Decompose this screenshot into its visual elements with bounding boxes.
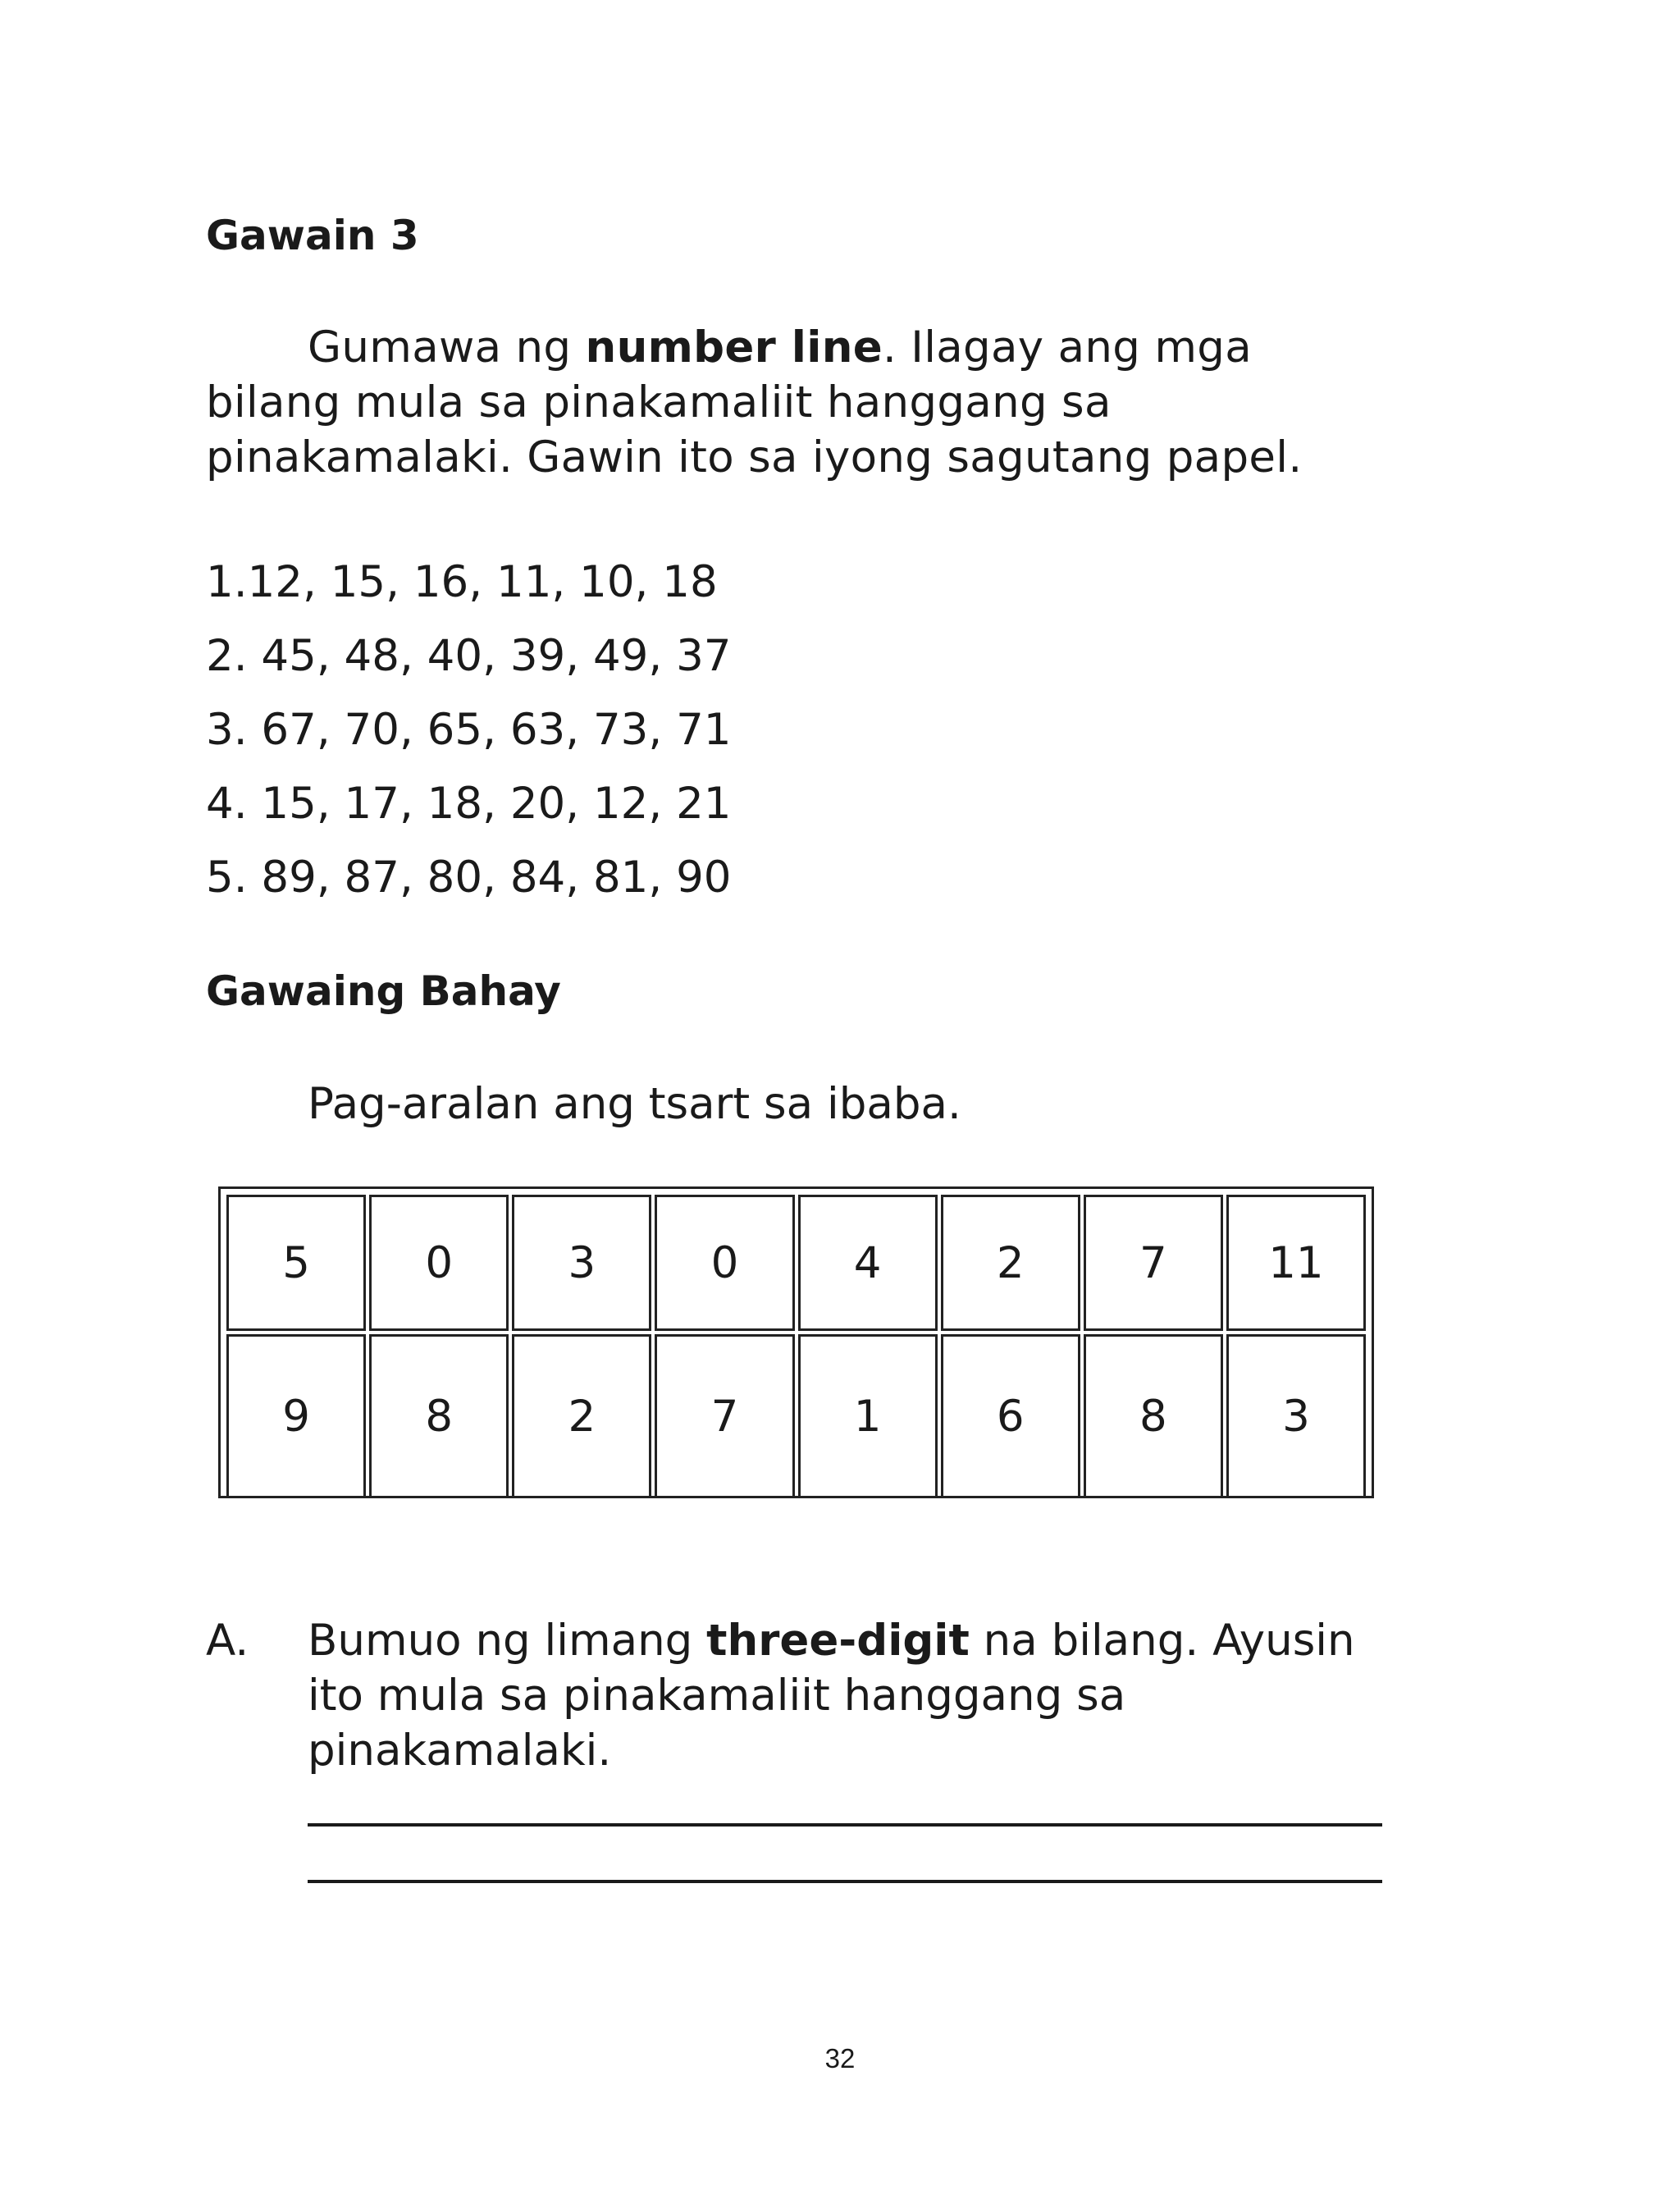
part-a-line-1 bbox=[308, 1613, 1399, 1668]
answer-line[interactable] bbox=[308, 1880, 1382, 1883]
chart-cell: 2 bbox=[941, 1195, 1080, 1331]
table-row bbox=[226, 1195, 1366, 1331]
instruction-emphasis: number line bbox=[585, 322, 883, 373]
chart-cell: 4 bbox=[798, 1195, 938, 1331]
instruction-text: Gumawa ng bbox=[308, 322, 586, 373]
part-a-instructions bbox=[308, 1613, 1399, 1778]
instruction-text: . Ilagay ang mga bbox=[883, 322, 1252, 373]
list-item: 1.12, 15, 16, 11, 10, 18 bbox=[206, 557, 718, 607]
chart-cell: 2 bbox=[512, 1334, 651, 1498]
section-title-gawain-3: Gawain 3 bbox=[206, 212, 419, 259]
instruction-line-3: pinakamalaki. Gawin ito sa iyong sagutang papel. bbox=[206, 432, 1303, 482]
answer-line[interactable] bbox=[308, 1823, 1382, 1827]
list-item: 3. 67, 70, 65, 63, 73, 71 bbox=[206, 705, 732, 755]
section-title-gawaing-bahay: Gawaing Bahay bbox=[206, 967, 561, 1015]
part-a-text: na bilang. Ayusin bbox=[969, 1616, 1355, 1666]
part-a-line-2: ito mula sa pinakamaliit hanggang sa bbox=[308, 1671, 1126, 1721]
part-a-emphasis: three-digit bbox=[706, 1616, 970, 1666]
chart-cell: 6 bbox=[941, 1334, 1080, 1498]
chart-cell: 11 bbox=[1226, 1195, 1366, 1331]
chart-cell: 3 bbox=[1226, 1334, 1366, 1498]
chart-cell: 8 bbox=[369, 1334, 509, 1498]
number-chart-table bbox=[223, 1191, 1369, 1502]
list-item: 5. 89, 87, 80, 84, 81, 90 bbox=[206, 853, 732, 903]
chart-cell: 7 bbox=[655, 1334, 794, 1498]
part-a-line-3: pinakamalaki. bbox=[308, 1726, 612, 1776]
chart-cell: 8 bbox=[1084, 1334, 1223, 1498]
list-item: 2. 45, 48, 40, 39, 49, 37 bbox=[206, 631, 732, 681]
page-number: 32 bbox=[824, 2043, 856, 2073]
number-chart bbox=[218, 1186, 1374, 1498]
part-a-label: A. bbox=[206, 1616, 249, 1666]
chart-cell: 0 bbox=[655, 1195, 794, 1331]
list-item: 4. 15, 17, 18, 20, 12, 21 bbox=[206, 779, 732, 829]
chart-cell: 7 bbox=[1084, 1195, 1223, 1331]
chart-cell: 5 bbox=[226, 1195, 366, 1331]
chart-cell: 9 bbox=[226, 1334, 366, 1498]
part-a-text: Bumuo ng limang bbox=[308, 1616, 707, 1666]
chart-cell: 0 bbox=[369, 1195, 509, 1331]
table-row bbox=[226, 1334, 1366, 1498]
instruction-line-2: bilang mula sa pinakamaliit hanggang sa bbox=[206, 377, 1112, 427]
chart-instruction: Pag-aralan ang tsart sa ibaba. bbox=[308, 1079, 961, 1129]
chart-cell: 1 bbox=[798, 1334, 938, 1498]
chart-cell: 3 bbox=[512, 1195, 651, 1331]
gawain-3-instructions bbox=[206, 320, 1371, 485]
number-list bbox=[206, 546, 732, 915]
instruction-line-1 bbox=[206, 320, 1371, 375]
